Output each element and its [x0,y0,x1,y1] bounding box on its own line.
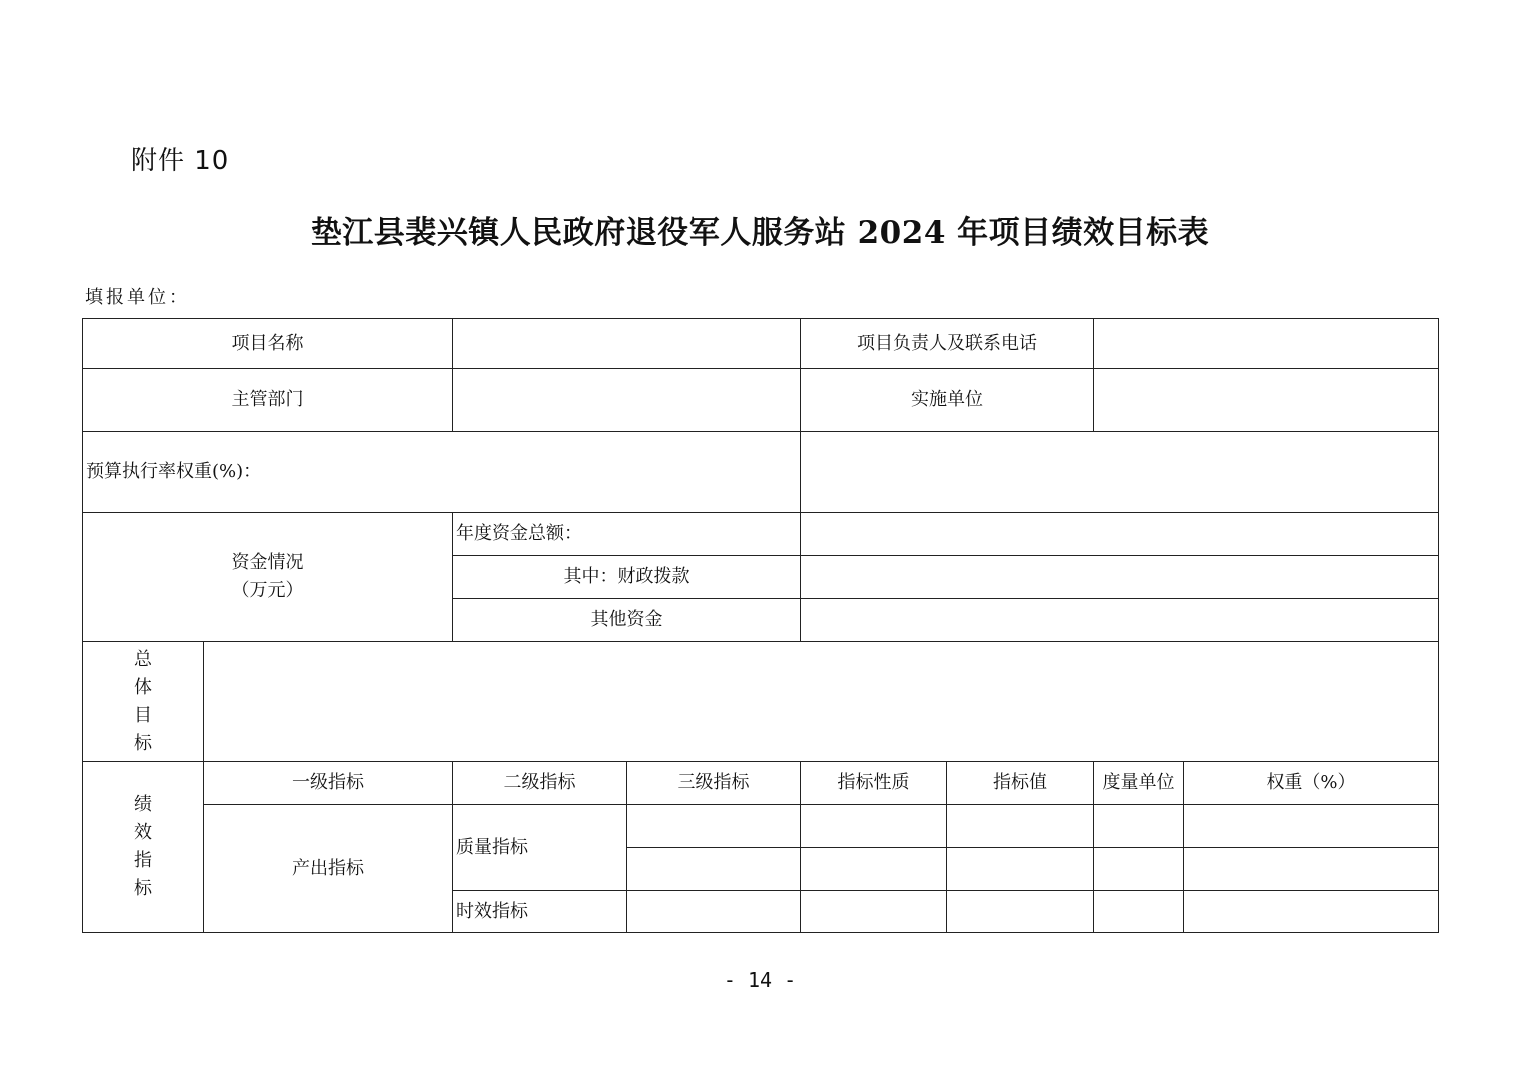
table-cell[interactable] [1094,805,1184,848]
supervising-dept-label: 主管部门 [83,369,453,432]
table-cell[interactable] [1184,805,1439,848]
quality-indicator-label: 质量指标 [453,805,627,891]
page-title: 垫江县裴兴镇人民政府退役军人服务站 2024 年项目绩效目标表 [310,215,1210,251]
table-cell[interactable] [801,848,947,891]
fiscal-allocation-label: 其中：财政拨款 [453,556,801,599]
overall-goal-label: 总 体 目 标 [83,642,204,762]
project-name-field[interactable] [453,319,801,369]
funds-label-cell [83,513,453,642]
table-cell[interactable] [1184,848,1439,891]
table-cell[interactable] [801,805,947,848]
page-number: - 14 - [723,968,797,992]
annual-total-field[interactable] [801,513,1439,556]
table-row [83,805,1439,848]
column-header: 度量单位 [1094,762,1184,805]
table-row [83,319,1439,369]
other-funds-field[interactable] [801,599,1439,642]
table-cell[interactable] [627,805,801,848]
project-leader-label: 项目负责人及联系电话 [801,319,1094,369]
column-header: 指标值 [947,762,1094,805]
budget-rate-label: 预算执行率权重(%)： [83,432,801,513]
implementing-unit-label: 实施单位 [801,369,1094,432]
performance-goal-table [82,318,1439,933]
timeliness-indicator-label: 时效指标 [453,891,627,933]
funds-label: 资金情况 [231,552,304,573]
performance-indicators-label: 绩 效 指 标 [83,762,204,933]
table-row [83,369,1439,432]
table-cell[interactable] [947,805,1094,848]
table-cell[interactable] [1094,891,1184,933]
implementing-unit-field[interactable] [1094,369,1439,432]
funds-unit: （万元） [231,580,304,601]
fiscal-allocation-field[interactable] [801,556,1439,599]
table-cell[interactable] [1184,891,1439,933]
attachment-label: 附件 10 [131,146,230,176]
table-cell[interactable] [801,891,947,933]
table-cell[interactable] [627,848,801,891]
table-row [83,642,1439,762]
supervising-dept-field[interactable] [453,369,801,432]
project-leader-field[interactable] [1094,319,1439,369]
table-row [83,432,1439,513]
table-cell[interactable] [1094,848,1184,891]
table-header-row [83,762,1439,805]
table-cell[interactable] [947,891,1094,933]
table-cell[interactable] [947,848,1094,891]
column-header: 三级指标 [627,762,801,805]
other-funds-label: 其他资金 [453,599,801,642]
column-header: 二级指标 [453,762,627,805]
project-name-label: 项目名称 [83,319,453,369]
output-indicator-label: 产出指标 [204,805,453,933]
column-header: 指标性质 [801,762,947,805]
overall-goal-field[interactable] [204,642,1439,762]
column-header: 权重（%） [1184,762,1439,805]
reporting-unit-label: 填报单位： [85,287,190,308]
budget-rate-field[interactable] [801,432,1439,513]
column-header: 一级指标 [204,762,453,805]
annual-total-label: 年度资金总额： [453,513,801,556]
table-row [83,513,1439,556]
table-cell[interactable] [627,891,801,933]
